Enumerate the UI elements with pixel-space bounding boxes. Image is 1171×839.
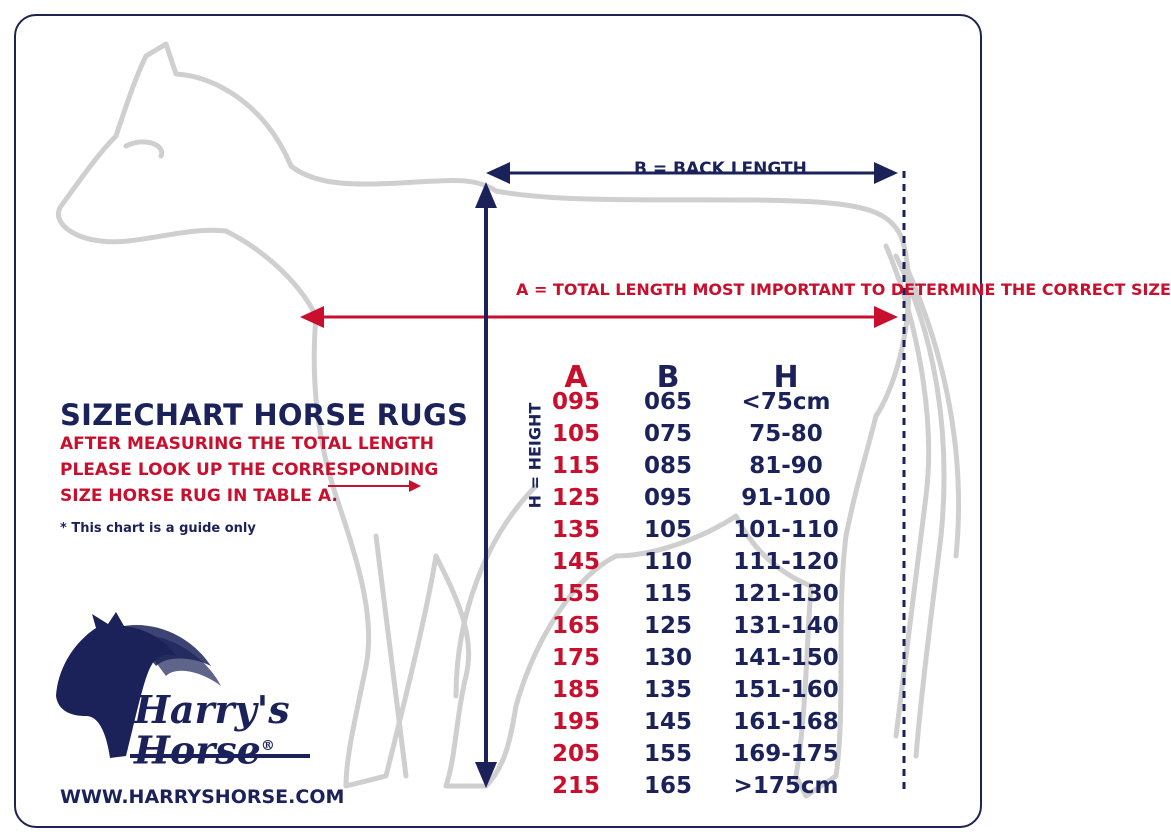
table-cell: 095 — [551, 389, 600, 415]
table-cell: 105 — [643, 517, 692, 543]
table-cell: 81-90 — [749, 453, 823, 479]
table-cell: 175 — [551, 645, 600, 671]
table-cell: 195 — [551, 709, 600, 735]
table-cell: 141-150 — [733, 645, 839, 671]
table-cell: 169-175 — [733, 741, 839, 767]
table-cell: 161-168 — [733, 709, 839, 735]
column-header-b: B — [656, 360, 680, 395]
instruction-line-1: AFTER MEASURING THE TOTAL LENGTH — [60, 434, 434, 454]
website-link[interactable]: WWW.HARRYSHORSE.COM — [60, 786, 345, 808]
table-cell: 75-80 — [749, 421, 823, 447]
table-cell: 111-120 — [733, 549, 839, 575]
table-cell: <75cm — [741, 389, 831, 415]
logo-line-1: Harry's — [134, 687, 290, 732]
table-cell: 185 — [551, 677, 600, 703]
back-length-label: B = BACK LENGTH — [634, 159, 807, 179]
size-chart-card — [14, 14, 1171, 828]
table-cell: >175cm — [733, 773, 839, 799]
table-cell: 215 — [551, 773, 600, 799]
table-cell: 115 — [643, 581, 692, 607]
instruction-line-3: SIZE HORSE RUG IN TABLE A. — [60, 486, 338, 506]
table-cell: 121-130 — [733, 581, 839, 607]
table-cell: 075 — [643, 421, 692, 447]
total-length-label — [516, 277, 1171, 303]
table-cell: 125 — [551, 485, 600, 511]
table-cell: 165 — [643, 773, 692, 799]
column-header-h: H — [773, 360, 799, 395]
total-length-arrow — [300, 306, 898, 328]
table-cell: 135 — [643, 677, 692, 703]
table-cell: 155 — [551, 581, 600, 607]
table-cell: 085 — [643, 453, 692, 479]
table-cell: 130 — [643, 645, 692, 671]
height-arrow — [475, 182, 497, 788]
instruction-line-2: PLEASE LOOK UP THE CORRESPONDING — [60, 460, 439, 480]
table-cell: 125 — [643, 613, 692, 639]
table-cell: 135 — [551, 517, 600, 543]
table-cell: 145 — [551, 549, 600, 575]
table-cell: 151-160 — [733, 677, 839, 703]
column-header-a: A — [564, 360, 588, 395]
table-cell: 095 — [643, 485, 692, 511]
table-cell: 205 — [551, 741, 600, 767]
table-cell: 101-110 — [733, 517, 839, 543]
logo-wordmark — [134, 687, 290, 773]
table-cell: 065 — [643, 389, 692, 415]
table-cell: 110 — [643, 549, 692, 575]
table-cell: 165 — [551, 613, 600, 639]
guide-note: * This chart is a guide only — [60, 521, 256, 536]
height-label: H = HEIGHT — [525, 402, 545, 509]
table-cell: 105 — [551, 421, 600, 447]
logo-line-2: Horse — [134, 727, 261, 773]
table-cell: 145 — [643, 709, 692, 735]
page-title: SIZECHART HORSE RUGS — [60, 398, 469, 432]
table-cell: 115 — [551, 453, 600, 479]
pointer-arrow — [328, 480, 421, 492]
table-cell: 91-100 — [741, 485, 831, 511]
table-cell: 131-140 — [733, 613, 839, 639]
total-length-text: A = TOTAL LENGTH MOST IMPORTANT TO DETERMINE THE CORRECT SIZE — [516, 280, 1171, 299]
registered-mark: ® — [260, 738, 275, 754]
table-cell: 155 — [643, 741, 692, 767]
